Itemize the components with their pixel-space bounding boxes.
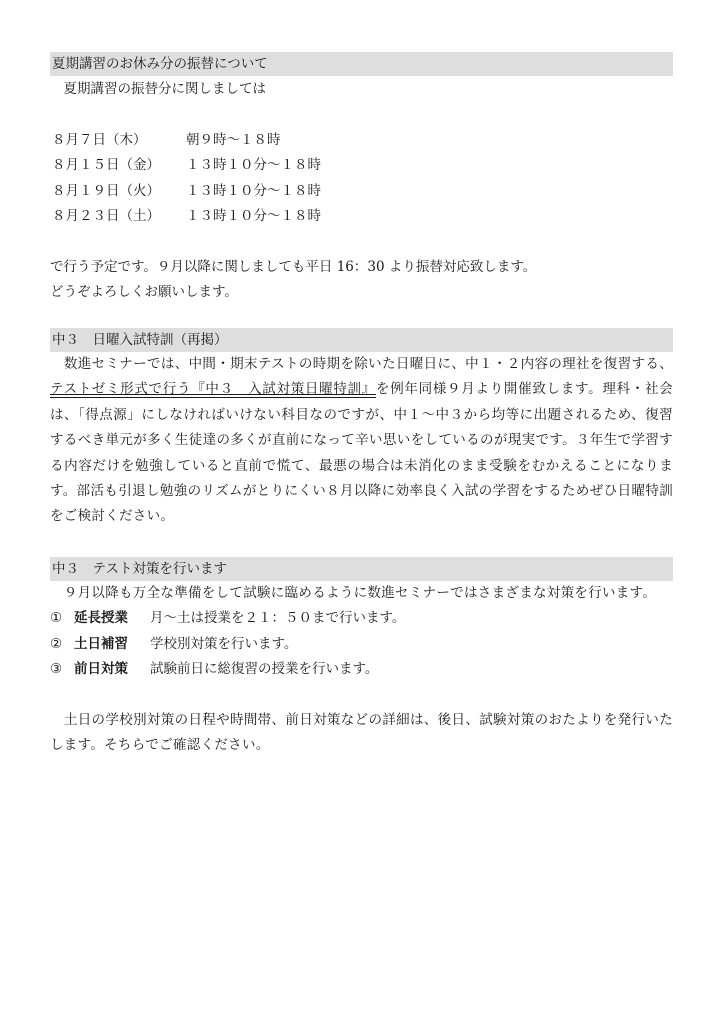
section-intro: 夏期講習の振替分に関しましては <box>50 81 266 97</box>
closing-paragraph: 土日の学校別対策の日程や時間帯、前日対策などの詳細は、後日、試験対策のおたよりを発行いたします。そちらでご確認ください。 <box>50 711 673 754</box>
section-test-prep <box>50 557 673 759</box>
item-title: 土日補習 <box>74 635 128 652</box>
schedule-row <box>52 204 321 230</box>
item-number: ② <box>50 635 63 652</box>
item-description: 学校別対策を行います。 <box>150 635 298 652</box>
paragraph-text: 数進セミナーでは、中間・期末テストの時期を除いた日曜日に、中１・２内容の理社を復習する、 <box>50 356 673 372</box>
schedule-date: ８月１５日（金） <box>52 157 160 173</box>
item-title: 前日対策 <box>74 661 128 678</box>
item-title: 延長授業 <box>74 610 128 627</box>
note-text: で行う予定です。９月以降に関しましても平日 16：30 より振替対応致します。 <box>50 258 537 275</box>
section-sunday-training <box>50 328 673 530</box>
section-heading: 夏期講習のお休み分の振替について <box>50 52 673 76</box>
schedule-row <box>52 179 321 205</box>
schedule-date: ８月７日（木） <box>52 131 147 148</box>
section-intro: ９月以降も万全な準備をして試験に臨めるように数進セミナーではさまざまな対策を行います。 <box>50 585 657 601</box>
section-heading: 中３ 日曜入試特訓（再掲） <box>50 328 673 352</box>
schedule-time: １３時１０分～１８時 <box>186 182 321 199</box>
item-number: ③ <box>50 661 63 678</box>
item-description: 月～土は授業を２１：５０まで行います。 <box>150 610 406 627</box>
program-name-underlined: テストゼミ形式で行う『中３ 入試対策日曜特訓』 <box>50 381 376 398</box>
schedule-date: ８月２３日（土） <box>52 208 160 224</box>
list-item <box>50 606 673 632</box>
schedule-table <box>52 128 321 230</box>
paragraph-text: を例年同様９月より開催致します。理科・社会は、「得点源」にしなければいけない科目なのですが、中１～中３から均等に出題されるため、復習するべき単元が多く生徒達の多くが直前になって辛い思いをしているのが現実です。３年生で学習する内容だけを勉強していると直前で慌て、最悪の場合は未消化のまま受験をむかえることになります。部活も引退し勉強のリズムがとりにくい８月以降に効率良く入試の学習をするためぜひ日曜特訓をご検討ください。 <box>50 381 673 525</box>
item-description: 試験前日に総復習の授業を行います。 <box>150 661 379 678</box>
schedule-time: １３時１０分～１８時 <box>186 208 321 224</box>
item-number: ① <box>50 610 63 627</box>
schedule-date: ８月１９日（火） <box>52 182 160 199</box>
schedule-row <box>52 128 321 154</box>
section-paragraph <box>50 352 673 530</box>
schedule-row <box>52 153 321 179</box>
section-makeup-lessons <box>50 52 673 306</box>
list-item <box>50 657 673 683</box>
schedule-time: １３時１０分～１８時 <box>186 157 321 173</box>
section-heading: 中３ テスト対策を行います <box>50 557 673 581</box>
schedule-time: 朝９時～１８時 <box>186 131 281 148</box>
note-text: どうぞよろしくお願いします。 <box>50 284 238 300</box>
list-item <box>50 632 673 658</box>
